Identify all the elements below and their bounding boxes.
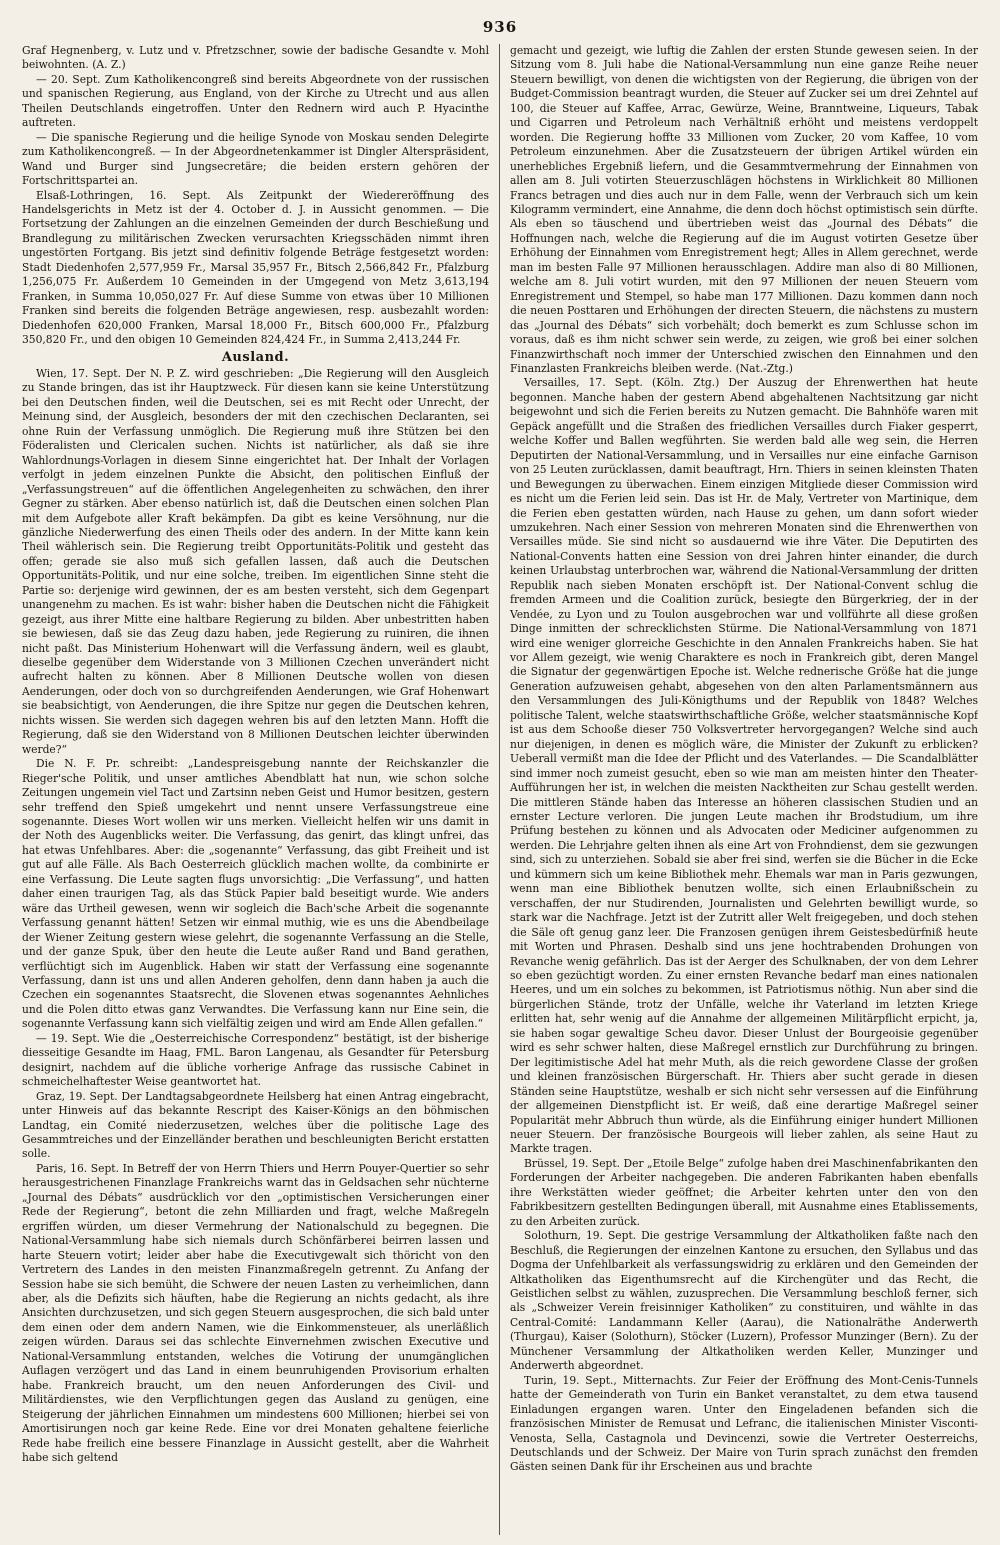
article-paragraph: Graf Hegnenberg, v. Lutz und v. Pfretzschner, sowie der badische Gesandte v. Mohl beiwohnten. (A. Z.) — [22, 44, 489, 72]
article-paragraph: gemacht und gezeigt, wie luftig die Zahlen der ersten Stunde gewesen seien. In der Sitzung vom 8. Juli habe die National-Versammlung nun eine ganze Reihe neuer Steuern bewilligt, von denen die wichtigsten von der Regierung, die übrigen von der Budget-Commission beantragt wurden, die Steuer auf Zucker sei um drei Zehntel auf 100, die Steuer auf Kaffee, Arrac, Gewürze, Weine, Branntweine, Liqueurs, Tabak und Cigarren und Petroleum nach Verhältniß erhöht und meistens verdoppelt worden. Die Regierung hoffte 33 Millionen vom Zucker, 20 vom Kaffee, 10 vom Petroleum einzunehmen. Aber die Zusatzsteuern der übrigen Artikel würden ein unerhebliches Ergebniß liefern, und die Gesammtvermehrung der Einnahmen von allen am 8. Juli votirten Steuerzuschlägen höchstens in Wirklichkeit 80 Millionen Francs betragen und dies auch nur in dem Falle, wenn der Verbrauch sich um kein Kilogramm vermindert, eine Annahme, die denn doch höchst optimistisch sein dürfte. Als eben so täuschend und übertrieben weist das „Journal des Débats“ die Hoffnungen nach, welche die Regierung auf die im August votirten Gesetze über Erhöhung der Einnahmen vom Enregistrement hegt; Alles in Allem gerechnet, werde man im besten Falle 97 Millionen herausschlagen. Addire man also di 80 Millionen, welche am 8. Juli votirt wurden, mit den 97 Millionen der neuen Steuern vom Enregistrement und Stempel, so habe man 177 Millionen. Dazu kommen dann noch die neuen Posttaren und Erhöhungen der directen Steuern, die nächstens zu mustern das „Journal des Débats“ sich vorbehält; doch bemerkt es zum Schlusse schon im voraus, daß es ihm nicht schwer sein werde, zu zeigen, wie groß bei einer solchen Finanzwirthschaft noch immer der Unterschied zwischen den Einnahmen und den Finanzlasten Frankreichs bleiben werde. (Nat.-Ztg.) — [510, 44, 978, 375]
right-column — [500, 44, 978, 1535]
article-paragraph: Solothurn, 19. Sept. Die gestrige Versammlung der Altkatholiken faßte nach den Beschluß, die Regierungen der einzelnen Kantone zu ersuchen, den Syllabus und das Dogma der Unfehlbarkeit als verfassungswidrig zu erklären und den Gemeinden der Altkatholiken das Eigenthumsrecht auf die Kirchengüter und das Recht, die Geistlichen selbst zu wählen, zuzusprechen. Die Versammlung beschloß ferner, sich als „Schweizer Verein freisinniger Katholiken“ zu constituiren, und wählte in das Central-Comité: Landammann Keller (Aarau), die Nationalräthe Anderwerth (Thurgau), Kaiser (Solothurn), Stöcker (Luzern), Professor Munzinger (Bern). Zu der Münchener Versammlung der Altkatholiken werden Keller, Munzinger und Anderwerth abgeordnet. — [510, 1229, 978, 1373]
article-paragraph: — Die spanische Regierung und die heilige Synode von Moskau senden Delegirte zum Katholikencongreß. — In der Abgeordnetenkammer ist Dingler Alterspräsident, Wand und Burger sind Jungsecretäre; die beiden erstern gehören der Fortschrittspartei an. — [22, 130, 489, 188]
columns — [22, 44, 978, 1535]
article-paragraph: Graz, 19. Sept. Der Landtagsabgeordnete Heilsberg hat einen Antrag eingebracht, unter Hinweis auf das bekannte Rescript des Kaiser-Königs an den böhmischen Landtag, ein Comité niederzusetzen, welches über die politische Lage des Gesammtreiches und der Einzelländer berathen und beschleunigten Bericht erstatten solle. — [22, 1089, 489, 1161]
article-paragraph: Brüssel, 19. Sept. Der „Etoile Belge“ zufolge haben drei Maschinenfabrikanten den Forderungen der Arbeiter nachgegeben. Die anderen Fabrikanten haben ebenfalls ihre Werkstätten wieder geöffnet; die Arbeiter kehrten unter den von den Fabrikbesitzern gestellten Bedingungen überall, mit Ausnahme eines Etablissements, zu den Arbeiten zurück. — [510, 1156, 978, 1228]
left-column — [22, 44, 500, 1535]
article-paragraph: Die N. F. Pr. schreibt: „Landespreisgebung nannte der Reichskanzler die Rieger'sche Politik, und unser amtliches Abendblatt hat nun, wie schon solche Zeitungen ungemein viel Tact und Zartsinn neben Geist und Humor besitzen, gestern sehr treffend den Spieß umgekehrt und nennt unsere Verfassungstreue eine sogenannte. Dieses Wort wollen wir uns merken. Vielleicht helfen wir uns damit in der Noth des Augenblicks weiter. Die Verfassung, das genirt, das klingt unfrei, das hat etwas Unfehlbares. Aber: die „sogenannte“ Verfassung, das gibt Freiheit und ist gut auf alle Fälle. Als Bach Oesterreich glücklich machen wollte, da combinirte er eine Verfassung. Die Leute sagten flugs unvorsichtig: „Die Verfassung“, und hatten daher einen traurigen Tag, als das Stück Papier bald beseitigt wurde. Wie anders wäre das Urtheil gewesen, wenn wir sogleich die Bach'sche Arbeit die sogenannte Verfassung genannt hätten! Setzen wir einmal muthig, wie es uns die Abendbeilage der Wiener Zeitung gestern wiese gelehrt, die sogenannte Verfassung an die Stelle, und der ganze Spuk, über den heute die Leute außer Rand und Band gerathen, verflüchtigt sich im Augenblick. Haben wir statt der Verfassung eine sogenannte Verfassung, dann ist uns und allen Anderen geholfen, denn dann haben ja auch die Czechen ein sogenanntes Staatsrecht, die Slovenen etwas sogenanntes Aehnliches und die Polen ditto etwas ganz Verwandtes. Die Verfassung kann nur Eine sein, die sogenannte Verfassung kann sich vielfältig zeigen und wird am Ende Allen gefallen.“ — [22, 757, 489, 1031]
article-paragraph: Turin, 19. Sept., Mitternachts. Zur Feier der Eröffnung des Mont-Cenis-Tunnels hatte der Gemeinderath von Turin ein Banket veranstaltet, zu dem etwa tausend Einladungen ergangen waren. Unter den Eingeladenen befanden sich die französischen Minister de Remusat und Lefranc, die italienischen Minister Visconti-Venosta, Sella, Castagnola und Devincenzi, sowie die Vertreter Oesterreichs, Deutschlands und der Schweiz. Der Maire von Turin sprach zunächst den fremden Gästen seinen Dank für ihr Erscheinen aus und brachte — [510, 1373, 978, 1474]
article-paragraph: — 20. Sept. Zum Katholikencongreß sind bereits Abgeordnete von der russischen und spanischen Regierung, aus England, von der Kirche zu Utrecht und aus allen Theilen Deutschlands eingetroffen. Unter den Rednern wird auch P. Hyacinthe auftreten. — [22, 72, 489, 130]
article-paragraph: — 19. Sept. Wie die „Oesterreichische Correspondenz“ bestätigt, ist der bisherige diesseitige Gesandte im Haag, FML. Baron Langenau, als Gesandter für Petersburg designirt, nachdem auf die übliche vorherige Anfrage das russische Cabinet in schmeichelhaftester Weise geantwortet hat. — [22, 1031, 489, 1089]
section-heading-ausland: Ausland. — [221, 349, 290, 365]
article-paragraph: Versailles, 17. Sept. (Köln. Ztg.) Der Auszug der Ehrenwerthen hat heute begonnen. Manche haben der gestern Abend abgehaltenen Nachtsitzung gar nicht beigewohnt und sich die Ferien bereits zu Nutzen gemacht. Die Bahnhöfe waren mit Gepäck angefüllt und die Straßen des friedlichen Versailles durch Fiaker gesperrt, welche Koffer und Ballen wegführten. Sie werden bald alle weg sein, die Herren Deputirten der National-Versammlung, und in Versailles nur eine einfache Garnison von 25 Leuten zurücklassen, damit beauftragt, Hrn. Thiers in seinen kleinsten Thaten und Bewegungen zu überwachen. Einem einzigen Mitgliede dieser Commission wird es nicht um die Ferien leid sein. Das ist Hr. de Maly, Vertreter von Martinique, dem die Ferien eben gestatten würden, nach Hause zu gehen, um dann sofort wieder umzukehren. Nach einer Session von mehreren Monaten sind die Ehrenwerthen von Versailles müde. Sie sind nicht so ausdauernd wie ihre Väter. Die Deputirten des National-Convents hatten eine Session von drei Jahren hinter einander, die durch keinen Urlaubstag unterbrochen war, während die National-Versammlung der dritten Republik nach sieben Monaten erschöpft ist. Der National-Convent schlug die fremden Armeen und die Coalition zurück, besiegte den Bürgerkrieg, der in der Vendée, zu Lyon und zu Toulon ausgebrochen war und vollführte all diese großen Dinge inmitten der schrecklichsten Stürme. Die National-Versammlung von 1871 wird eine weniger glorreiche Geschichte in den Annalen Frankreichs haben. Sie hat vor Allem gezeigt, wie wenig Charaktere es noch in Frankreich gibt, deren Mangel die Signatur der gegenwärtigen Epoche ist. Welche rednerische Größe hat die junge Generation aufzuweisen gehabt, abgesehen von den alten Parlamentsmännern aus den Versammlungen des Juli-Königthums und der Republik von 1848? Welches politische Talent, welche staatswirthschaftliche Größe, welcher staatsmännische Kopf ist aus dem Schooße dieser 750 Volksvertreter hervorgegangen? Welche sind auch nur diejenigen, in denen es möglich wäre, die Minister der Zukunft zu erblicken? Ueberall vermißt man die Idee der Pflicht und des Vaterlandes. — Die Scandalblätter sind immer noch zumeist gesucht, eben so wie man am meisten hinter den Theater-Aufführungen her ist, in welchen die meisten Nacktheiten zur Schau gestellt werden. Die mittleren Stände haben das Interesse an höheren classischen Studien und an ernster Lecture verloren. Die jungen Leute machen ihr Brodstudium, um ihre Prüfung bestehen zu können und als Advocaten oder Mediciner aufgenommen zu werden. Die Lehrjahre gelten ihnen als eine Art von Frohndienst, dem sie gezwungen sind, sich zu unterziehen. Sobald sie aber frei sind, werfen sie die Bücher in die Ecke und kümmern sich um keine Bibliothek mehr. Ehemals war man in Paris gezwungen, wenn man eine Bibliothek benutzen wollte, sich einen Erlaubnißschein zu verschaffen, der nur Studirenden, Journalisten und Gelehrten bewilligt wurde, so stark war die Nachfrage. Jetzt ist der Zutritt aller Welt freigegeben, und doch stehen die Säle oft genug ganz leer. Die Franzosen genügen ihrem Geistesbedürfniß heute mit Worten und Phrasen. Deshalb sind uns jene hochtrabenden Drohungen von Revanche wenig gefährlich. Das ist der Aerger des Schulknaben, der von dem Lehrer so eben gezüchtigt worden. Zu einer ernsten Revanche bedarf man eines nationalen Heeres, und um ein solches zu bekommen, ist Patriotismus nöthig. Nun aber sind die bürgerlichen Stände, trotz der Unfälle, welche ihr Vaterland im letzten Kriege erlitten hat, sehr wenig auf die Annahme der allgemeinen Militärpflicht erpicht, ja, sie haben sogar gewaltige Scheu davor. Dieser Unlust der Bourgeoisie gegenüber wird es sehr schwer halten, diese Maßregel ernstlich zur Durchführung zu bringen. Der legitimistische Adel hat mehr Muth, als die reich gewordene Classe der großen und kleinen französischen Bürgerschaft. Hr. Thiers aber sucht gerade in diesen Ständen seine Hauptstütze, weshalb er sich nicht sehr versessen auf die Einführung der allgemeinen Dienstpflicht ist. Er weiß, daß eine derartige Maßregel seiner Popularität mehr Abbruch thun würde, als die Einführung einiger hundert Millionen neuer Steuern. Der französische Bourgeois will lieber zahlen, als seine Haut zu Markte tragen. — [510, 376, 978, 1156]
article-paragraph: Wien, 17. Sept. Der N. P. Z. wird geschrieben: „Die Regierung will den Ausgleich zu Stande bringen, das ist ihr Hauptzweck. Für diesen kann sie keine Unterstützung bei den Deutschen finden, weil die Deutschen, sei es mit Recht oder Unrecht, der Meinung sind, der Ausgleich, besonders der mit den czechischen Declaranten, sei ohne Ruin der Verfassung unmöglich. Die Regierung muß ihre Stützen bei den Föderalisten und Clericalen suchen. Nichts ist natürlicher, als daß sie ihre Wahlordnungs-Vorlagen in diesem Sinne eingerichtet hat. Der Inhalt der Vorlagen verfolgt in jedem einzelnen Punkte die Absicht, den politischen Einfluß der „Verfassungstreuen“ auf die öffentlichen Angelegenheiten zu schwächen, den ihrer Gegner zu stärken. Aber ebenso natürlich ist, daß die Deutschen einen solchen Plan mit dem Aufgebote aller Kraft bekämpfen. Da gibt es keine Versöhnung, nur die gänzliche Niederwerfung des einen Theils oder des andern. In der Mitte kann kein Theil wählerisch sein. Die Regierung treibt Opportunitäts-Politik und gesteht das offen; gerade sie also muß sich gefallen lassen, daß auch die Deutschen Opportunitäts-Politik, und nur eine solche, treiben. Im eigentlichen Sinne steht die Partie so: derjenige wird gewinnen, der es am besten versteht, sich dem Gegenpart unangenehm zu machen. Es ist wahr: bisher haben die Deutschen nicht die Fähigkeit gezeigt, aus ihrer Mitte eine haltbare Regierung zu bilden. Aber unbestritten haben sie bewiesen, daß sie das Zeug dazu haben, jede Regierung zu ruiniren, die ihnen nicht paßt. Das Ministerium Hohenwart will die Verfassung ändern, weil es glaubt, dieselbe gegenüber dem Widerstande von 3 Millionen Czechen unverändert nicht aufrecht halten zu können. Aber 8 Millionen Deutsche wollen von diesen Aenderungen, oder doch von so durchgreifenden Aenderungen, wie Graf Hohenwart sie beabsichtigt, von Aenderungen, die ihre Spitze nur gegen die Deutschen kehren, nichts wissen. Sie werden sich dagegen wehren bis auf den letzten Mann. Hofft die Regierung, daß sie den Widerstand von 8 Millionen Deutschen leichter überwinden werde?“ — [22, 366, 489, 756]
page-number: 936 — [482, 18, 518, 36]
article-paragraph: Elsaß-Lothringen, 16. Sept. Als Zeitpunkt der Wiedereröffnung des Handelsgerichts in Metz ist der 4. October d. J. in Aussicht genommen. — Die Fortsetzung der Zahlungen an die einzelnen Gemeinden der durch Beschießung und Brandlegung zu militärischen Zwecken verursachten Kriegsschäden nimmt ihren ungestörten Fortgang. Bis jetzt sind definitiv folgende Beträge festgesetzt worden: Stadt Diedenhofen 2,577,959 Fr., Marsal 35,957 Fr., Bitsch 2,566,842 Fr., Pfalzburg 1,256,075 Fr. Außerdem 10 Gemeinden in der Umgegend von Metz 3,613,194 Franken, in Summa 10,050,027 Fr. Auf diese Summe von etwas über 10 Millionen Franken sind bereits die folgenden Beträge angewiesen, resp. ausbezahlt worden: Diedenhofen 620,000 Franken, Marsal 18,000 Fr., Bitsch 600,000 Fr., Pfalzburg 350,820 Fr., und den obigen 10 Gemeinden 824,424 Fr., in Summa 2,413,244 Fr. — [22, 188, 489, 347]
article-paragraph: Paris, 16. Sept. In Betreff der von Herrn Thiers und Herrn Pouyer-Quertier so sehr herausgestrichenen Finanzlage Frankreichs warnt das in Geldsachen sehr nüchterne „Journal des Débats“ ausdrücklich vor den „optimistischen Versicherungen einer Rede der Regierung“, betont die zehn Milliarden und fragt, welche Maßregeln ergriffen würden, um dieser Vermehrung der Nationalschuld zu begegnen. Die National-Versammlung habe sich niemals durch Schönfärberei beirren lassen und harte Steuern votirt; leider aber habe die Executivgewalt sich thöricht von den Vertretern des Landes in den meisten Finanzmaßregeln getrennt. Zu Anfang der Session habe sie sich bemüht, die Schwere der neuen Lasten zu verheimlichen, dann aber, als die Defizits sich häuften, habe die Regierung an nichts gedacht, als ihre Ansichten durchzusetzen, und sich gegen Steuern ausgesprochen, die sich bald unter dem einen oder dem andern Namen, wie die Einkommensteuer, als unerläßlich zeigen würden. Daraus sei das schlechte Einvernehmen zwischen Executive und National-Versammlung entstanden, welches die Votirung der unumgänglichen Auflagen verzögert und das Land in einem beunruhigenden Provisorium erhalten habe. Frankreich braucht, um den neuen Anforderungen des Civil- und Militärdienstes, wie den Verpflichtungen gegen das Ausland zu genügen, eine Steigerung der jährlichen Einnahmen um mindestens 600 Millionen; hierbei sei von Amortisirungen noch gar keine Rede. Eine vor drei Monaten gehaltene feierliche Rede habe freilich eine bessere Finanzlage in Aussicht gestellt, aber die Wahrheit habe sich geltend — [22, 1161, 489, 1464]
